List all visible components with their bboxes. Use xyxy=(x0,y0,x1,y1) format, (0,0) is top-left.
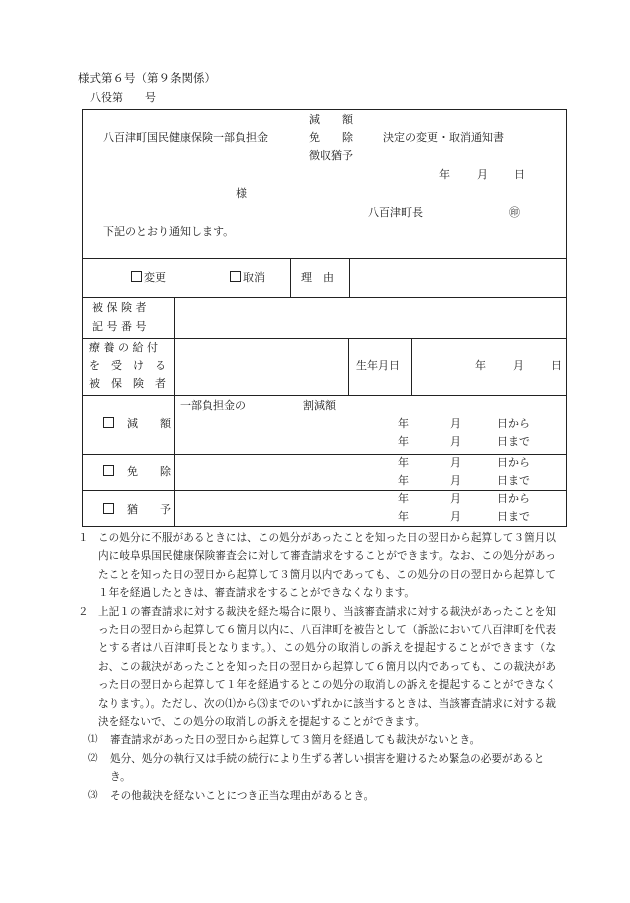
note-2 xyxy=(78,603,556,732)
exempt-from-year: 年 xyxy=(398,456,409,469)
title-suffix: 決定の変更・取消通知書 xyxy=(383,131,504,144)
reduce-to-year: 年 xyxy=(398,435,409,448)
sub-note-text: 審査請求があった日の翌日から起算して３箇月を経過しても裁決がないとき。 xyxy=(110,734,481,747)
notice-date-month: 月 xyxy=(477,168,488,181)
checkbox-icon xyxy=(103,417,114,428)
exempt-from-month: 月 xyxy=(450,456,461,469)
title-option-defer: 徴収猶予 xyxy=(309,149,353,162)
defer-from-year: 年 xyxy=(398,492,409,505)
exempt-to-year: 年 xyxy=(398,474,409,487)
sub-note-number: ⑶ xyxy=(88,789,98,801)
birth-month: 月 xyxy=(513,359,524,372)
defer-to-day: 日まで xyxy=(497,510,530,523)
title-option-exempt: 免 除 xyxy=(309,131,353,144)
sub-note-text: 処分、処分の執行又は手続の続行により生ずる著しい損害を避けるため緊急の必要があるとき。 xyxy=(110,752,545,784)
recipient-label-line1: 療 養 の 給 付 xyxy=(89,341,158,354)
addressee-honorific: 様 xyxy=(236,187,247,200)
notes-section xyxy=(78,529,556,805)
sub-note-2 xyxy=(78,750,556,787)
notice-date-year: 年 xyxy=(439,168,450,181)
defer-to-year: 年 xyxy=(398,510,409,523)
defer-from-day: 日から xyxy=(497,492,530,505)
defer-label: 猶 予 xyxy=(127,503,171,516)
issuer-name: 八百津町長 xyxy=(368,206,423,219)
reduce-to-month: 月 xyxy=(450,435,461,448)
note-number: ２ xyxy=(78,605,89,618)
insured-label-line2: 記 号 番 号 xyxy=(92,320,147,333)
reduce-to-day: 日まで xyxy=(497,435,530,448)
recipient-label-line2: を 受 け る xyxy=(89,359,166,372)
change-checkbox[interactable] xyxy=(131,271,166,285)
sub-note-3 xyxy=(78,787,556,805)
exempt-from-day: 日から xyxy=(497,456,530,469)
change-label: 変更 xyxy=(144,271,166,284)
note-text: この処分に不服があるときには、この処分があったことを知った日の翌日から起算して３箇月以内に岐阜県国民健康保険審査会に対して審査請求をすることができます。なお、この処分があったことを知った日の翌日から起算して３箇月以内であっても、この処分の日の翌日から起算して１年を経過したときは、審査請求をすることができなくなります。 xyxy=(98,532,556,600)
reduce-checkbox[interactable] xyxy=(103,417,171,431)
exempt-to-month: 月 xyxy=(450,474,461,487)
sub-note-number: ⑵ xyxy=(88,752,98,764)
reduce-from-month: 月 xyxy=(450,417,461,430)
checkbox-icon xyxy=(230,271,241,282)
cancel-label: 取消 xyxy=(243,271,265,284)
reason-label: 理 由 xyxy=(301,271,334,284)
checkbox-icon xyxy=(103,465,114,476)
exempt-to-day: 日まで xyxy=(497,474,530,487)
sub-note-number: ⑴ xyxy=(88,734,98,746)
sub-note-text: その他裁決を経ないことにつき正当な理由があるとき。 xyxy=(110,789,375,802)
form-number: 様式第６号（第９条関係） xyxy=(78,71,216,85)
intro-text: 下記のとおり通知します。 xyxy=(103,225,235,238)
defer-checkbox[interactable] xyxy=(103,503,171,517)
defer-from-month: 月 xyxy=(450,492,461,505)
notice-date-day: 日 xyxy=(514,168,525,181)
exempt-checkbox[interactable] xyxy=(103,465,171,479)
note-text: 上記１の審査請求に対する裁決を経た場合に限り、当該審査請求に対する裁決があったことを知った日の翌日から起算して６箇月以内に、八百津町を被告として（訴訟において八百津町を代表とする者は八百津町長となります。）、この処分の取消しの訴えを提起することができます（なお、この裁決があったことを知った日の翌日から起算して６箇月以内であっても、この裁決があった日の翌日から起算して１年を経過するとこの処分の取消しの訴えを提起することができなくなります。）。ただし、次の⑴から⑶までのいずれかに該当するときは、当該審査請求に対する裁決を経ないで、この処分の取消しの訴えを提起することができます。 xyxy=(98,605,556,729)
reduce-note-prefix: 一部負担金の xyxy=(180,399,246,412)
title-subject: 八百津町国民健康保険一部負担金 xyxy=(103,131,268,144)
note-1 xyxy=(78,529,556,603)
birth-day: 日 xyxy=(551,359,562,372)
note-number: １ xyxy=(78,532,89,544)
reduce-from-day: 日から xyxy=(497,417,530,430)
birthdate-label: 生年月日 xyxy=(356,359,400,372)
recipient-label-line3: 被 保 険 者 xyxy=(89,377,166,390)
cancel-checkbox[interactable] xyxy=(230,271,265,285)
title-option-reduce: 減 額 xyxy=(309,113,353,126)
reduce-note-suffix: 割減額 xyxy=(303,399,336,412)
sub-note-1 xyxy=(78,731,556,749)
document-number: 八役第 号 xyxy=(90,91,156,104)
checkbox-icon xyxy=(131,271,142,282)
reduce-label: 減 額 xyxy=(127,417,171,430)
exempt-label: 免 除 xyxy=(127,465,171,478)
checkbox-icon xyxy=(103,503,114,514)
reduce-from-year: 年 xyxy=(398,417,409,430)
birth-year: 年 xyxy=(475,359,486,372)
defer-to-month: 月 xyxy=(450,510,461,523)
insured-label-line1: 被 保 険 者 xyxy=(92,301,147,314)
issuer-seal: ㊞ xyxy=(509,206,520,219)
